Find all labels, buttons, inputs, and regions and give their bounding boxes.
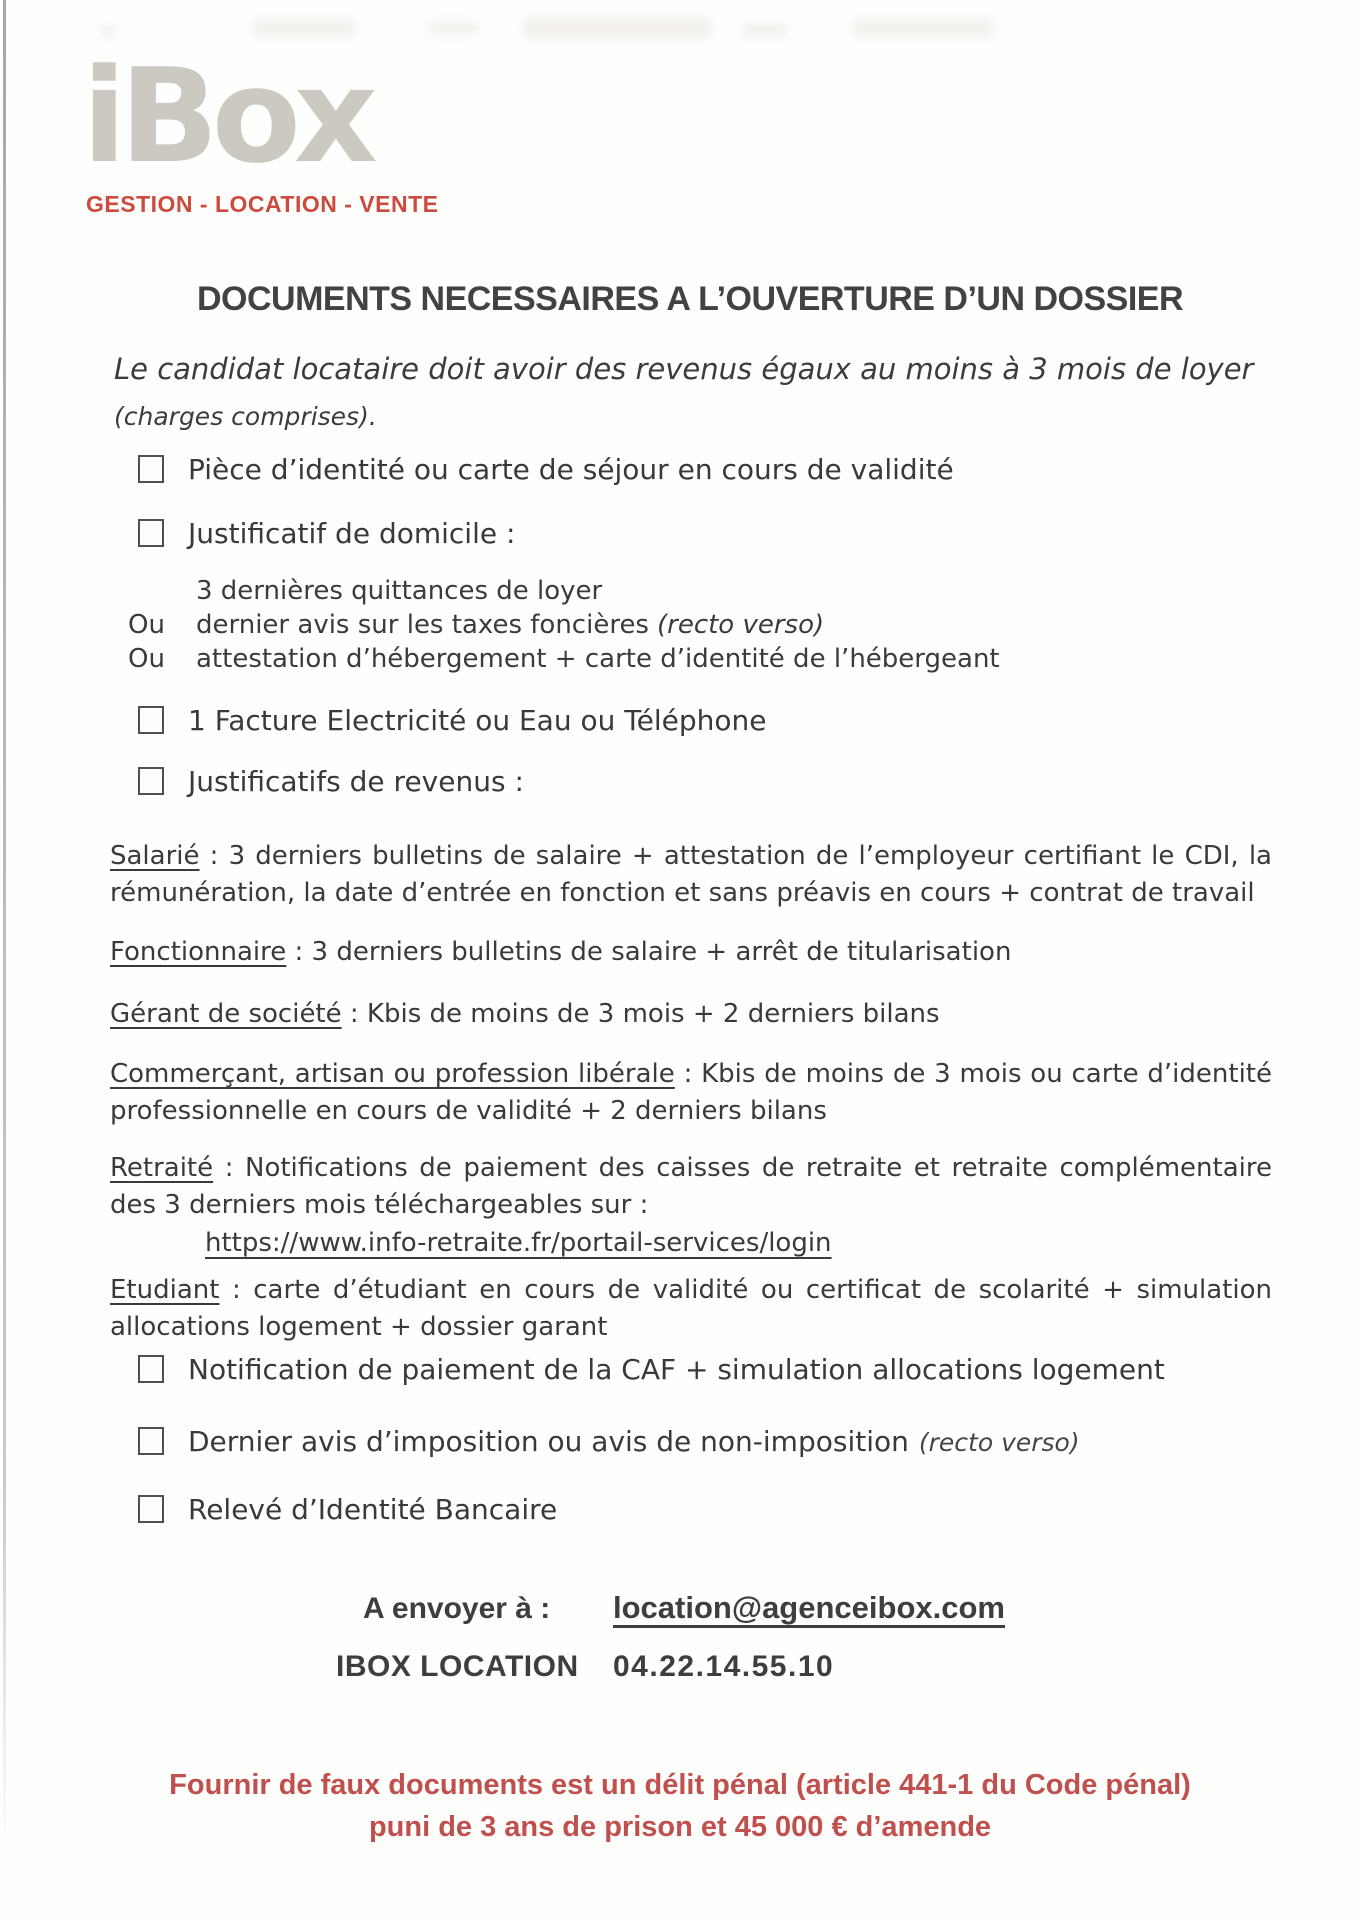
legal-warning-line2: puni de 3 ans de prison et 45 000 € d’amende <box>368 1811 992 1843</box>
scan-smudge <box>522 18 712 38</box>
checklist-item-label: Pièce d’identité ou carte de séjour en cours de validité <box>188 453 954 486</box>
intro-line2: (charges comprises). <box>114 402 377 431</box>
income-category-gerant <box>110 996 1272 1033</box>
income-term: Commerçant, artisan ou profession libérale <box>110 1059 675 1089</box>
retraite-link-row <box>205 1225 1272 1262</box>
income-desc: : Kbis de moins de 3 mois ou carte d’identité professionnelle en cours de validité + 2 derniers bilans <box>110 1059 1272 1126</box>
legal-warning <box>40 1764 1320 1848</box>
checklist-item-note: (recto verso) <box>918 1428 1080 1457</box>
scan-smudge <box>428 22 478 34</box>
income-desc: : Notifications de paiement des caisses de retraite et retraite complémentaire des 3 derniers mois téléchargeables sur : <box>110 1153 1272 1220</box>
checklist-item-label: Justificatif de domicile : <box>188 517 516 550</box>
list-item <box>128 642 1008 676</box>
checklist-item-justificatifs-revenus <box>138 764 524 800</box>
income-term: Gérant de société <box>110 999 342 1029</box>
logo-tagline: GESTION - LOCATION - VENTE <box>86 190 439 217</box>
checkbox[interactable] <box>138 455 164 483</box>
income-term: Etudiant <box>110 1275 220 1305</box>
checkbox[interactable] <box>138 706 164 734</box>
scan-smudge <box>100 26 116 36</box>
option-text: dernier avis sur les taxes foncières <box>196 610 649 640</box>
income-category-commercant <box>110 1056 1272 1130</box>
income-desc: : 3 derniers bulletins de salaire + arrêt de titularisation <box>286 937 1012 967</box>
income-desc: : Kbis de moins de 3 mois + 2 derniers bilans <box>341 999 940 1029</box>
checkbox[interactable] <box>138 767 164 795</box>
intro-line1: Le candidat locataire doit avoir des revenus égaux au moins à 3 mois de loyer <box>114 352 1254 386</box>
document-title: DOCUMENTS NECESSAIRES A L’OUVERTURE D’UN DOSSIER <box>196 280 1184 318</box>
option-text: 3 dernières quittances de loyer <box>196 576 603 606</box>
option-prefix: Ou <box>128 610 165 640</box>
domicile-options-list <box>128 574 1008 676</box>
income-category-retraite <box>110 1150 1272 1262</box>
scan-smudge <box>852 20 994 36</box>
option-prefix <box>128 574 196 608</box>
option-prefix: Ou <box>128 644 165 674</box>
list-item <box>128 608 1008 642</box>
phone-number: 04.22.14.55.10 <box>613 1650 835 1683</box>
checklist-item-facture <box>138 703 766 739</box>
income-category-salarie <box>110 838 1272 912</box>
checkbox[interactable] <box>138 519 164 547</box>
ibox-logo-text: iBox <box>82 40 371 192</box>
scan-edge-line <box>3 0 6 1850</box>
checkbox[interactable] <box>138 1427 164 1455</box>
intro-note <box>114 352 1253 431</box>
income-term: Fonctionnaire <box>110 937 287 967</box>
checklist-item-rib <box>138 1492 557 1528</box>
checklist-item-label: Justificatifs de revenus : <box>188 765 524 798</box>
income-term: Salarié <box>110 841 200 871</box>
checklist-item-avis-imposition <box>138 1424 1080 1461</box>
checklist-item-piece-identite <box>138 452 954 488</box>
income-desc: : carte d’étudiant en cours de validité ou certificat de scolarité + simulation allocations logement + dossier garant <box>110 1275 1272 1342</box>
send-to-label: A envoyer à : <box>363 1592 551 1625</box>
checklist-item-label: 1 Facture Electricité ou Eau ou Téléphone <box>188 704 767 737</box>
income-category-etudiant <box>110 1272 1272 1346</box>
list-item <box>128 574 1008 608</box>
income-desc: : 3 derniers bulletins de salaire + attestation de l’employeur certifiant le CDI, la rémunération, la date d’entrée en fonction et sans préavis en cours + contrat de travail <box>110 841 1272 908</box>
checklist-item-caf <box>138 1352 1165 1388</box>
income-category-fonctionnaire <box>110 934 1272 971</box>
info-retraite-link[interactable]: https://www.info-retraite.fr/portail-services/login <box>205 1228 832 1258</box>
option-note: (recto verso) <box>656 610 825 640</box>
agency-name: IBOX LOCATION <box>336 1650 579 1683</box>
checklist-item-label: Notification de paiement de la CAF + simulation allocations logement <box>188 1353 1165 1386</box>
email-link[interactable]: location@agenceibox.com <box>613 1590 1005 1625</box>
checklist-item-justificatif-domicile <box>138 516 515 552</box>
agency-logo <box>82 40 439 218</box>
checklist-item-label: Dernier avis d’imposition ou avis de non-imposition <box>188 1425 909 1458</box>
scan-smudge <box>252 20 356 36</box>
income-term: Retraité <box>110 1153 214 1183</box>
checklist-item-label: Relevé d’Identité Bancaire <box>188 1493 558 1526</box>
option-text: attestation d’hébergement + carte d’identité de l’hébergeant <box>196 644 1000 674</box>
scan-smudge <box>742 24 788 36</box>
legal-warning-line1: Fournir de faux documents est un délit pénal (article 441-1 du Code pénal) <box>169 1769 1191 1801</box>
checkbox[interactable] <box>138 1495 164 1523</box>
checkbox[interactable] <box>138 1355 164 1383</box>
